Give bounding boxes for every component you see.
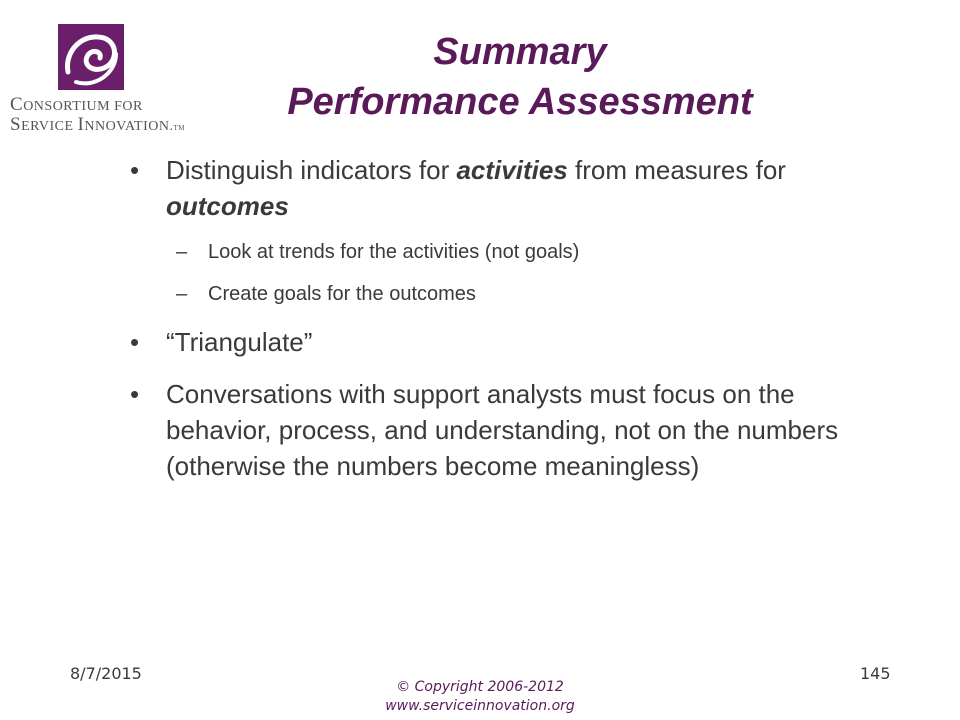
bullet-item: • “Triangulate”: [130, 324, 890, 360]
logo-text-line2: SERVICE INNOVATION.TM: [10, 114, 185, 135]
footer-url: www.serviceinnovation.org: [385, 698, 575, 714]
bullet-item: • Distinguish indicators for activities from measures for outcomes: [130, 152, 890, 224]
sub-bullet-item: – Create goals for the outcomes: [130, 280, 890, 308]
footer-date: 8/7/2015: [70, 664, 142, 683]
bullet-glyph: •: [130, 379, 140, 409]
slide-title-line2: Performance Assessment: [287, 81, 753, 123]
sub-bullet-item: – Look at trends for the activities (not goals): [130, 238, 890, 266]
logo-text-line1: CONSORTIUM FOR: [10, 94, 143, 115]
bullet-list: [130, 152, 890, 484]
trademark: TM: [173, 124, 185, 132]
consortium-logo: [6, 20, 185, 135]
slide-title-line1: Summary: [433, 31, 607, 73]
swirl-logo-icon: [58, 24, 124, 90]
bullet-glyph: •: [130, 155, 140, 185]
footer-copyright: © Copyright 2006-2012 www.serviceinnovation.org: [330, 678, 630, 716]
bullet-item: • Conversations with support analysts must focus on the behavior, process, and understanding, not on the numbers (otherwise the numbers become meaningless): [130, 376, 890, 484]
emphasis-activities: activities: [456, 155, 568, 185]
dash-glyph: –: [176, 241, 188, 263]
dash-glyph: –: [176, 283, 188, 305]
footer-page-number: 145: [860, 664, 891, 683]
bullet-glyph: •: [130, 327, 140, 357]
emphasis-outcomes: outcomes: [166, 191, 289, 221]
